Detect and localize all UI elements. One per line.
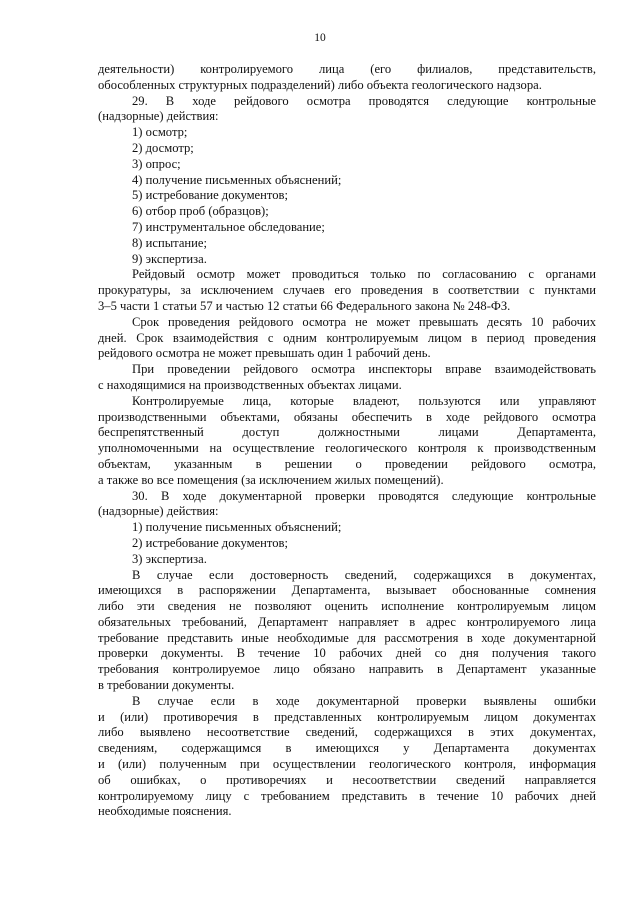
text-line: (надзорные) действия: [98, 109, 219, 124]
text-line: При проведении рейдового осмотра инспекторы вправе взаимодействовать [132, 362, 596, 377]
text-line: производственными объектами, обязаны обеспечить в ходе рейдового осмотра [98, 409, 596, 424]
text-line: 7) инструментальное обследование; [132, 219, 325, 234]
text-line: 3) опрос; [132, 156, 181, 171]
text-line: Срок проведения рейдового осмотра не может превышать десять 10 рабочих [132, 314, 596, 329]
document-body [98, 62, 596, 820]
text-line: 8) испытание; [132, 235, 207, 250]
text-line: объектам, указанным в решении о проведении рейдового осмотра, [98, 456, 596, 471]
text-line: 2) досмотр; [132, 140, 194, 155]
text-line: 30. В ходе документарной проверки проводятся следующие контрольные [132, 488, 596, 503]
text-line: обязательных требований, Департамент направляет в адрес контролируемого лица [98, 614, 596, 629]
text-line: рейдового осмотра не может превышать один 1 рабочий день. [98, 346, 431, 361]
text-line: 6) отбор проб (образцов); [132, 204, 269, 219]
text-line: 3) экспертиза. [132, 551, 207, 566]
text-line: 3–5 части 1 статьи 57 и частью 12 статьи 66 Федерального закона № 248-ФЗ. [98, 298, 511, 313]
text-line: 1) осмотр; [132, 125, 188, 140]
text-line: 29. В ходе рейдового осмотра проводятся следующие контрольные [132, 93, 596, 108]
text-line: уполномоченными на осуществление геологического контроля к производственным [98, 441, 596, 456]
text-line: беспрепятственный доступ должностными лицами Департамента, [98, 425, 596, 440]
text-line: деятельности) контролируемого лица (его филиалов, представительств, [98, 62, 596, 76]
text-line: проверки документы. В течение 10 рабочих дней со дня получения такого [98, 646, 596, 661]
text-line: либо эти сведения не позволяют оценить исполнение контролируемым лицом [98, 599, 596, 614]
text-line: В случае если в ходе документарной проверки выявлены ошибки [132, 693, 596, 708]
text-line: 5) истребование документов; [132, 188, 288, 203]
text-line: требование представить иные необходимые для рассмотрения в ходе документарной [98, 630, 596, 645]
text-line: (надзорные) действия: [98, 504, 219, 519]
text-line: В случае если достоверность сведений, содержащихся в документах, [132, 567, 596, 582]
text-line: и (или) полученным при осуществлении геологического контроля, информация [98, 757, 596, 772]
text-line: 4) получение письменных объяснений; [132, 172, 342, 187]
text-line: необходимые пояснения. [98, 804, 232, 819]
text-line: а также во все помещения (за исключением жилых помещений). [98, 472, 444, 487]
text-line: обособленных структурных подразделений) либо объекта геологического надзора. [98, 77, 542, 92]
text-line: Рейдовый осмотр может проводиться только по согласованию с органами [132, 267, 596, 282]
text-line: требования контролируемое лицо обязано направить в Департамент указанные [98, 662, 596, 677]
text-line: в требовании документы. [98, 678, 235, 693]
text-line: сведениям, содержащимся в имеющихся у Департамента документах [98, 741, 596, 756]
text-line: контролируемому лицу с требованием представить в течение 10 рабочих дней [98, 788, 596, 803]
text-line: прокуратуры, за исключением случаев его проведения в соответствии с пунктами [98, 283, 596, 298]
text-line: 9) экспертиза. [132, 251, 207, 266]
text-line: и (или) противоречия в представленных контролируемым лицом документах [98, 709, 596, 724]
page-number: 10 [314, 32, 326, 44]
text-line: об ошибках, о противоречиях и несоответствии сведений направляется [98, 772, 596, 787]
text-line: дней. Срок взаимодействия с одним контролируемым лицом в период проведения [98, 330, 596, 345]
text-line: с находящимися на производственных объектах лицами. [98, 377, 402, 392]
text-line: 2) истребование документов; [132, 535, 288, 550]
text-line: либо выявлено несоответствие сведений, содержащихся в этих документах, [98, 725, 596, 740]
text-line: 1) получение письменных объяснений; [132, 520, 342, 535]
text-line: имеющихся в распоряжении Департамента, вызывает обоснованные сомнения [98, 583, 596, 598]
text-line: Контролируемые лица, которые владеют, пользуются или управляют [132, 393, 596, 408]
